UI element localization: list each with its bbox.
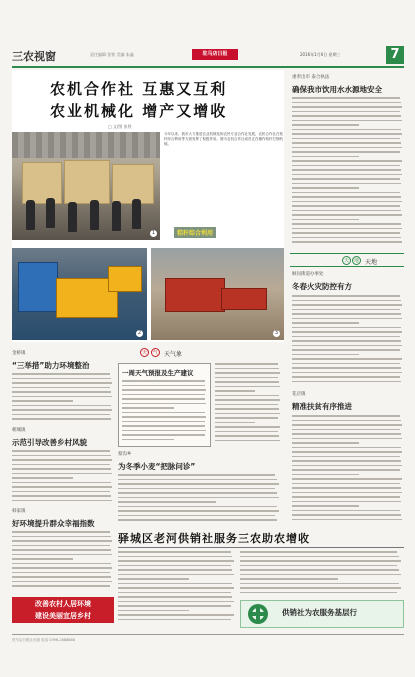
text-line (122, 412, 205, 414)
weather-section-bar (118, 346, 278, 360)
text-line (118, 515, 275, 517)
text-line (118, 610, 189, 612)
text-line (215, 372, 280, 374)
text-line (118, 483, 279, 485)
badge-circle: 天 (343, 258, 349, 264)
text-line (215, 413, 280, 415)
text-line (118, 556, 232, 558)
text-line (215, 386, 280, 388)
text-line (118, 592, 231, 594)
article-body (292, 97, 404, 249)
text-line (292, 300, 401, 302)
text-line (292, 415, 400, 417)
text-line (292, 111, 400, 113)
text-line (292, 451, 402, 453)
text-line (122, 416, 206, 418)
text-line (292, 376, 400, 378)
text-line (240, 560, 401, 562)
text-line (292, 483, 400, 485)
article-body (12, 531, 114, 593)
text-line (122, 385, 205, 387)
text-line (240, 569, 399, 571)
text-line (118, 474, 275, 476)
text-line (292, 124, 359, 126)
text-line (12, 585, 110, 587)
text-line (240, 556, 399, 558)
hero-headline-line2: 农业机械化 增产又增收 (50, 102, 228, 120)
text-line (292, 331, 402, 333)
text-line (292, 192, 400, 194)
text-line (12, 500, 112, 502)
hay-bale (22, 162, 62, 204)
text-line (292, 358, 402, 360)
banner-line: 建设美丽宜居乡村 (35, 612, 91, 620)
text-line (118, 605, 231, 607)
text-line (12, 549, 111, 551)
text-line (292, 496, 400, 498)
text-line (12, 405, 111, 407)
photo-number: 1 (151, 230, 156, 236)
harvester-body (165, 278, 225, 312)
text-line (12, 387, 110, 389)
text-line (240, 551, 397, 553)
photo-red-harvester (151, 248, 284, 340)
footer-rule (12, 634, 404, 635)
machine-frame (18, 262, 58, 312)
text-line (292, 478, 402, 480)
text-line (118, 492, 277, 494)
text-line (292, 424, 402, 426)
text-line (215, 390, 255, 392)
text-line (122, 407, 174, 409)
hay-bale (112, 164, 154, 204)
article-kicker: 花店镇 (292, 392, 306, 397)
text-line (292, 309, 400, 311)
text-line (12, 545, 110, 547)
photo-number: 2 (137, 330, 142, 336)
text-line (215, 440, 280, 442)
text-line (292, 102, 401, 104)
text-line (118, 583, 232, 585)
text-line (118, 578, 189, 580)
hero-feature (12, 70, 284, 342)
text-line (292, 151, 400, 153)
text-line (12, 491, 110, 493)
text-line (12, 477, 73, 479)
text-line (122, 389, 206, 391)
text-line (12, 581, 112, 583)
text-line (292, 210, 401, 212)
section-badge-label: 天气象 (164, 351, 183, 358)
text-line (215, 363, 278, 365)
text-line (292, 232, 400, 234)
article-kicker: 重奉出市 泰合执法 (292, 75, 330, 80)
text-line (292, 205, 400, 207)
hero-byline: □ 文/图 张铁 (108, 124, 132, 129)
person-figure (46, 198, 55, 228)
masthead-logo: 驻马店日报 (192, 49, 238, 60)
tiandi-section-bar (290, 253, 404, 267)
text-line (12, 455, 111, 457)
text-line (118, 560, 234, 562)
text-line (12, 531, 110, 533)
text-line (12, 459, 112, 461)
text-line (292, 237, 401, 239)
article-headline: 确保我市饮用水水源地安全 (292, 85, 382, 94)
text-line (292, 429, 400, 431)
person-figure (112, 201, 121, 231)
text-line (292, 97, 400, 99)
article-body (12, 450, 114, 504)
text-line (292, 372, 402, 374)
text-line (292, 129, 401, 131)
text-line (12, 400, 73, 402)
text-line (292, 510, 400, 512)
text-line (118, 619, 231, 621)
text-line (292, 492, 402, 494)
text-line (12, 495, 111, 497)
slogan-banner (12, 597, 114, 623)
text-line (292, 514, 401, 516)
article-headline: 冬春火灾防控有方 (292, 282, 352, 291)
article-headline: 好环境提升群众幸福指数 (12, 519, 95, 528)
text-line (12, 576, 111, 578)
forecast-body (122, 380, 208, 444)
hero-slogan: 秸秆综合利用 (174, 227, 216, 238)
text-line (118, 488, 275, 490)
text-line (292, 367, 401, 369)
photo-straw-bales (12, 132, 160, 240)
text-line (292, 156, 359, 158)
forecast-box (118, 363, 211, 447)
text-line (292, 201, 402, 203)
text-line (292, 519, 402, 521)
text-line (292, 474, 359, 476)
text-line (292, 349, 400, 351)
text-line (12, 482, 111, 484)
text-line (292, 223, 401, 225)
text-line (292, 433, 401, 435)
article-headline: 为冬季小麦“把脉问诊” (118, 462, 196, 471)
badge-circle: 天 (141, 350, 147, 356)
text-line (292, 318, 402, 320)
text-line (292, 501, 401, 503)
coop-logo-icon (240, 603, 276, 625)
text-line (292, 322, 359, 324)
article-body (292, 415, 404, 525)
person-figure (26, 200, 35, 230)
text-line (118, 569, 232, 571)
text-line (118, 506, 277, 508)
text-line (292, 187, 359, 189)
text-line (12, 540, 112, 542)
text-line (215, 408, 279, 410)
article-headline: 示范引导改善乡村风貌 (12, 438, 87, 447)
text-line (215, 426, 280, 428)
text-line (240, 587, 401, 589)
text-line (12, 567, 112, 569)
text-line (118, 510, 279, 512)
divider (118, 547, 404, 548)
text-line (12, 473, 112, 475)
text-line (292, 183, 401, 185)
text-line (215, 377, 278, 379)
barn-roof (12, 132, 160, 158)
text-line (292, 313, 401, 315)
text-line (12, 382, 112, 384)
text-line (292, 115, 401, 117)
article-body (118, 474, 282, 526)
text-line (240, 574, 401, 576)
article-kicker: 朝城镇 (12, 428, 26, 433)
text-line (118, 497, 279, 499)
text-line (240, 565, 397, 567)
text-line (12, 418, 111, 420)
text-line (292, 420, 401, 422)
text-line (12, 450, 110, 452)
text-line (215, 435, 279, 437)
text-line (122, 439, 174, 441)
text-line (12, 563, 111, 565)
text-line (292, 228, 402, 230)
text-line (292, 336, 400, 338)
person-figure (90, 200, 99, 230)
article-body (215, 363, 281, 447)
text-line (122, 398, 205, 400)
article-kicker: 顾问街道办事处 (292, 272, 324, 277)
text-line (292, 178, 400, 180)
text-line (215, 395, 279, 397)
text-line (118, 601, 234, 603)
section-badge-label: 天地 (365, 259, 378, 266)
text-line (292, 214, 402, 216)
text-line (292, 456, 400, 458)
text-line (292, 381, 401, 383)
text-line (122, 380, 205, 382)
text-line (12, 464, 110, 466)
badge-circle: 地 (353, 258, 359, 264)
banner-line: 改善农村人居环境 (35, 600, 91, 608)
text-line (215, 399, 280, 401)
coop-slogan: 供销社为农服务基层行 (282, 608, 357, 617)
article-kicker: 金桥镇 (12, 351, 26, 356)
text-line (292, 438, 402, 440)
text-line (215, 368, 279, 370)
text-line (292, 460, 401, 462)
page-header (12, 46, 404, 68)
text-line (12, 409, 112, 411)
article-body (292, 295, 404, 387)
footer-text: 驻马店日报社出版 电话 0396-2888888 (12, 638, 75, 642)
text-line (292, 196, 401, 198)
text-line (118, 596, 232, 598)
text-line (118, 519, 277, 521)
text-line (292, 295, 400, 297)
text-line (292, 147, 402, 149)
hero-headline-line1: 农机合作社 互惠又互利 (50, 80, 228, 98)
text-line (292, 241, 402, 243)
header-editors: 责任编辑 张铁 美编 朱鑫 (90, 52, 134, 57)
text-line (215, 381, 279, 383)
text-line (240, 592, 397, 594)
article-headline: 精准扶贫有序推进 (292, 402, 352, 411)
text-line (292, 106, 402, 108)
text-line (292, 165, 400, 167)
text-line (122, 434, 205, 436)
hay-bale (64, 160, 110, 204)
text-line (292, 465, 402, 467)
text-line (292, 469, 400, 471)
text-line (12, 486, 112, 488)
text-line (292, 304, 402, 306)
text-line (12, 373, 110, 375)
text-line (292, 442, 359, 444)
text-line (215, 417, 278, 419)
text-line (292, 169, 401, 171)
text-line (215, 422, 255, 424)
text-line (292, 363, 400, 365)
text-line (240, 578, 338, 580)
text-line (292, 327, 401, 329)
person-figure (132, 199, 141, 229)
text-line (122, 430, 206, 432)
article-headline: “三举措”助力环境整治 (12, 361, 90, 370)
text-line (12, 414, 110, 416)
photo-number: 3 (274, 330, 279, 336)
text-line (12, 558, 73, 560)
text-line (292, 354, 359, 356)
badge-circle: 气 (152, 350, 158, 356)
text-line (292, 174, 402, 176)
text-line (292, 487, 401, 489)
article-kicker: 蔡沟乡 (118, 452, 132, 457)
text-line (292, 133, 402, 135)
hero-caption: 今年以来，我市大力推进农业机械化和农民专业合作社发展，农机合作社在秸秆综合利用等方面发挥了积极作用。图为农机合作社成员正在操作秸秆打捆机械。 (164, 132, 283, 146)
forecast-headline: 一周天气预报及生产建议 (122, 369, 194, 377)
text-line (118, 565, 231, 567)
text-line (12, 468, 111, 470)
article-body (240, 551, 404, 597)
text-line (292, 160, 402, 162)
text-line (292, 505, 359, 507)
text-line (118, 574, 234, 576)
section-title: 三农视窗 (12, 50, 56, 63)
text-line (118, 614, 234, 616)
text-line (240, 583, 399, 585)
text-line (12, 572, 110, 574)
text-line (118, 587, 234, 589)
text-line (118, 479, 277, 481)
text-line (215, 431, 278, 433)
text-line (118, 501, 216, 503)
text-line (292, 447, 401, 449)
article-body (12, 373, 114, 423)
text-line (292, 219, 359, 221)
person-figure (68, 202, 77, 232)
text-line (122, 403, 206, 405)
page-number: 7 (386, 46, 404, 64)
text-line (292, 345, 402, 347)
text-line (12, 396, 112, 398)
text-line (12, 391, 111, 393)
text-line (122, 425, 205, 427)
harvester-trailer (221, 288, 267, 310)
text-line (292, 138, 400, 140)
text-line (12, 378, 111, 380)
text-line (122, 421, 205, 423)
article-body (118, 551, 236, 627)
text-line (215, 404, 278, 406)
text-line (12, 536, 111, 538)
photo-baling-machine (12, 248, 147, 340)
header-date: 2016年1月6日 星期三 (300, 52, 341, 57)
text-line (122, 394, 205, 396)
bottom-headline: 驿城区老河供销社服务三农助农增收 (118, 532, 310, 545)
baler-hopper (108, 266, 142, 292)
text-line (12, 554, 112, 556)
text-line (292, 340, 401, 342)
text-line (292, 120, 402, 122)
article-kicker: 韩家镇 (12, 509, 26, 514)
text-line (118, 551, 231, 553)
text-line (292, 142, 401, 144)
